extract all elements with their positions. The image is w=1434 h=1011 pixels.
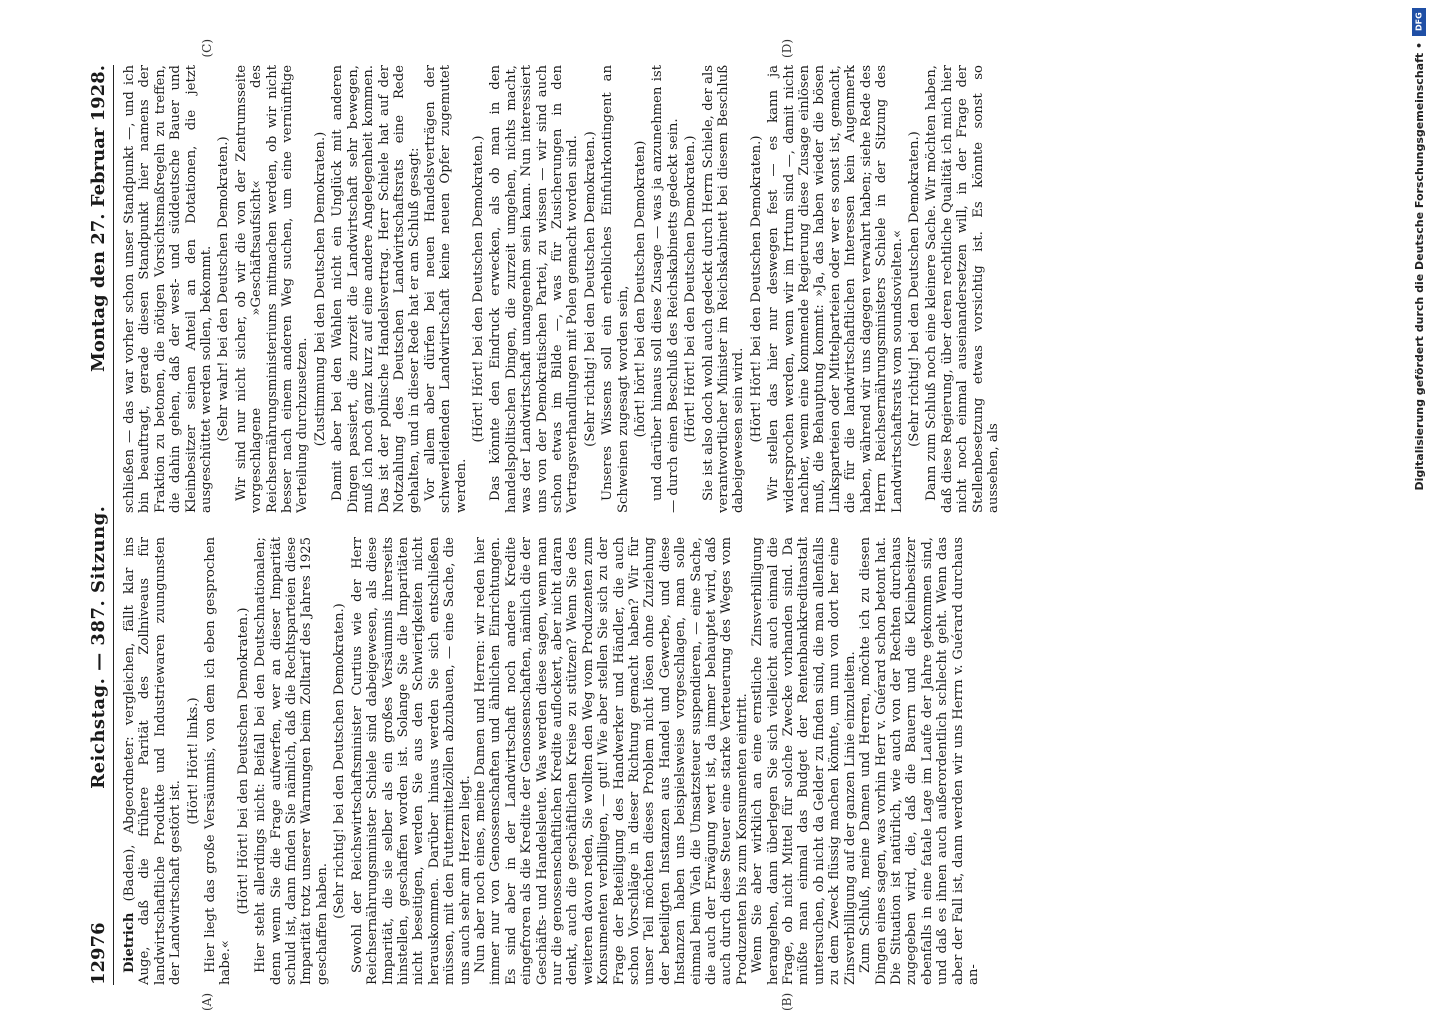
text-columns <box>122 65 1260 985</box>
paragraph: Hier steht allerdings nicht: Beifall bei den Deutschnationalen; denn wenn Sie die Frage aufwerfen, wer an dieser Imparität schuld ist, dann finden Sie nämlich, daß die Rechtsparteien diese Imparität trotz unserer Warnungen beim Zolltarif des Jahres 1925 geschaffen haben. <box>253 537 330 985</box>
margin-mark-b: (B) <box>780 992 794 1011</box>
column-left <box>122 537 1260 985</box>
interjection: (Zustimmung bei den Deutschen Demokraten.) <box>312 131 328 447</box>
paragraph: schließen — das war vorher schon unser Standpunkt —, und ich bin beauftragt, gerade diesen Standpunkt hier namens der Fraktion zu betonen, die nötigen Vorsichtsmaßregeln zu treffen, die dahin gehen, daß der west- und süddeutsche Bauer und Kleinbesitzer seinen Anteil an den Dotationen, die jetzt ausgeschüttet werden sollen, bekommt. <box>122 65 215 513</box>
paragraph: und darüber hinaus soll diese Zusage — was ja anzunehmen ist — durch einen Beschluß des Reichskabinetts gedeckt sein. <box>650 65 681 513</box>
paragraph <box>122 537 184 985</box>
interjection: (Hört! Hört! bei den Deutschen Demokraten.) <box>748 135 764 443</box>
interjection: (Sehr richtig! bei den Deutschen Demokraten.) <box>906 131 922 447</box>
dfg-logo-icon: DFG <box>1412 8 1426 36</box>
paragraph: Das könnte den Eindruck erwecken, als ob man in den handelspolitischen Dingen, die zurzeit umgehen, nichts macht, was der Landwirtschaft unangenehm sein kann. Nun interessiert uns von der Demokratischen Partei, zu wissen — wir sind auch schon etwas im Bilde —, was für Zusicherungen in den Vertragsverhandlungen mit Polen gemacht worden sind. <box>488 65 581 513</box>
paragraph: Hier liegt das große Versäumnis, von dem ich eben gesprochen habe.« <box>203 537 234 985</box>
sitting-date: Montag den 27. Februar 1928. <box>88 65 109 373</box>
dfg-credit-strip <box>1410 8 1428 992</box>
paragraph: Vor allem aber dürfen bei neuen Handelsverträgen der schwerleidenden Landwirtschaft keine neuen Opfer zugemutet werden. <box>422 65 469 513</box>
paragraph: Wenn Sie aber wirklich an eine ernstliche Zinsverbilligung herangehen, dann überlegen Sie sich vielleicht auch einmal die Frage, ob nicht Mittel für solche Zwecke vorhanden sind. Da müßte man einmal das Budget der Rentenbankkreditanstalt untersuchen, ob nicht da Gelder zu finden sind, die man allenfalls zu dem Zweck flüssig machen könnte, um nun von dort her eine Zinsverbilligung auf der ganzen Linie einzuleiten. <box>750 537 858 985</box>
paragraph: Dann zum Schluß noch eine kleinere Sache. Wir möchten haben, daß diese Regierung, über deren rechtliche Qualität ich mich hier nicht noch einmal auseinandersetzen will, in der Frage der Stellenbesetzung etwas vorsichtig ist. Es könnte sonst so aussehen, als <box>924 65 1001 513</box>
paragraph: Sie ist also doch wohl auch gedeckt durch Herrn Schiele, der als verantwortlicher Minister im Reichskabinett bei diesem Beschluß dabeigewesen sein wird. <box>700 65 747 513</box>
column-right <box>122 65 1260 513</box>
running-title: Reichstag. — 387. Sitzung. <box>88 505 109 789</box>
margin-mark-d: (D) <box>780 39 794 58</box>
speaker-name: Dietrich <box>122 912 137 973</box>
interjection: (Hört! Hört! bei den Deutschen Demokraten.) <box>470 135 486 443</box>
interjection: (Sehr richtig! bei den Deutschen Demokraten.) <box>332 603 348 919</box>
paragraph: Nun aber noch eines, meine Damen und Herren: wir reden hier immer nur von Genossenschaften und ähnlichen Einrichtungen. Es sind aber in der Landwirtschaft noch andere Kredite eingefroren als die Kredite der Genossenschaften, nämlich die der Geschäfts- und Handelsleute. Was werden diese sagen, wenn man nur die genossenschaftlichen Kredite auflockert, aber nicht daran denkt, auch die geschäftlichen Kreise zu stützen? Wenn Sie des weiteren davon reden, Sie wollten den Weg vom Produzenten zum Konsumenten verbilligen, — gut! Wie aber stellen Sie sich zu der Frage der Beteiligung des Handwerker und Händler, die auch schon Vorschläge in dieser Richtung gemacht haben? Wir für unser Teil möchten dieses Problem nicht lösen ohne Zuziehung der beteiligten Instanzen aus Handel und Gewerbe, und diese Instanzen haben uns beispielsweise vorgeschlagen, man solle einmal beim Vieh die Umsatzsteuer suspendieren, — eine Sache, die auch der Erwägung wert ist, da immer behauptet wird, daß auch durch diese Steuer eine starke Verteuerung des Weges vom Produzenten bis zum Konsumenten eintritt. <box>472 537 750 985</box>
digitization-credit: Digitalisierung gefördert durch die Deutsche Forschungsgemeinschaft • <box>1412 42 1426 491</box>
page-number: 12976 <box>88 922 109 985</box>
paragraph: Zum Schluß, meine Damen und Herren, möchte ich zu diesen Dingen eines sagen, was vorhin Herr v. Guérard schon betont hat. Die Situation ist natürlich, wie auch von der Rechten durchaus zugegeben wird, die, daß die Bauern und die Kleinbesitzer ebenfalls in eine fatale Lage im Laufe der Jahre gekommen sind, und daß es ihnen auch außerordentlich schlecht geht. Wenn das aber der Fall ist, dann werden wir uns Herrn v. Guérard durchaus an- <box>858 537 981 985</box>
paragraph: Wir sind nur nicht sicher, ob wir die von der Zentrumsseite vorgeschlagene »Geschäftsaufsicht« des Reichsernährungsministeriums mitmachen werden, ob wir nicht besser nach einem anderen Weg suchen, um eine vernünftige Verteilung durchzusetzen. <box>233 65 311 513</box>
interjection: (hört! hört! bei den Deutschen Demokraten) <box>633 140 648 438</box>
interjection: (Hört! Hört! links.) <box>185 697 201 825</box>
document-page <box>80 39 1260 1011</box>
interjection: (Sehr wahr! bei den Deutschen Demokraten.) <box>216 136 232 442</box>
margin-mark-a: (A) <box>200 992 214 1011</box>
interjection: (Hört! Hört! bei den Deutschen Demokraten.) <box>235 607 251 915</box>
paragraph: Unseres Wissens soll ein erhebliches Einfuhrkontingent an Schweinen zugesagt worden sein, <box>600 65 631 513</box>
paragraph: Damit aber bei den Wahlen nicht ein Unglück mit anderen Dingen passiert, die zurzeit die Landwirtschaft sehr bewegen, muß ich noch ganz kurz auf eine andere Angelegenheit kommen. Das ist der polnische Handelsvertrag. Herr Schiele hat auf der Notzahlung des Deutschen Landwirtschaftsrats eine Rede gehalten, und in dieser Rede hat er am Schluß gesagt: <box>330 65 423 513</box>
paragraph-text: (Baden), Abgeordneter: vergleichen, fällt klar ins Auge, daß die frühere Parität des Zollniveaus für landwirtschaftliche Produkte und Industriewaren zuungunsten der Landwirtschaft gestört ist. <box>122 537 184 985</box>
paragraph: Wir stellen das hier nur deswegen fest — es kann ja widersprochen werden, wenn wir im Irrtum sind —, damit nicht nachher, wenn eine kommende Regierung diese Zusage einlösen muß, die Behauptung kommt: »Ja, das haben wieder die bösen Linksparteien oder Mittelparteien oder wer es sonst ist, gemacht, die für die landwirtschaftlichen Interessen kein Augenmerk haben, während wir uns dagegen verwahrt haben; siehe Rede des Herrn Reichsernährungsministers Schiele in der Sitzung des Landwirtschaftsrats vom soundsovielten.« <box>766 65 905 513</box>
margin-mark-c: (C) <box>200 39 214 58</box>
paragraph: Sowohl der Reichswirtschaftsminister Curtius wie der Herr Reichsernährungsminister Schiele sind dabeigewesen, als diese Imparität, die sie selber als ein großes Versäumnis ihrerseits hinstellen, geschaffen worden ist. Solange Sie die Imparitäten nicht beseitigen, werden Sie aus den Schwierigkeiten nicht herauskommen. Darüber hinaus werden Sie sich entschließen müssen, mit den Futtermittelzöllen abzubauen, — eine Sache, die uns auch sehr am Herzen liegt. <box>349 537 473 985</box>
page-header <box>80 65 114 985</box>
interjection: (Sehr richtig! bei den Deutschen Demokraten.) <box>582 131 598 447</box>
interjection: (Hört! Hört! bei den Deutschen Demokraten.) <box>683 135 699 443</box>
